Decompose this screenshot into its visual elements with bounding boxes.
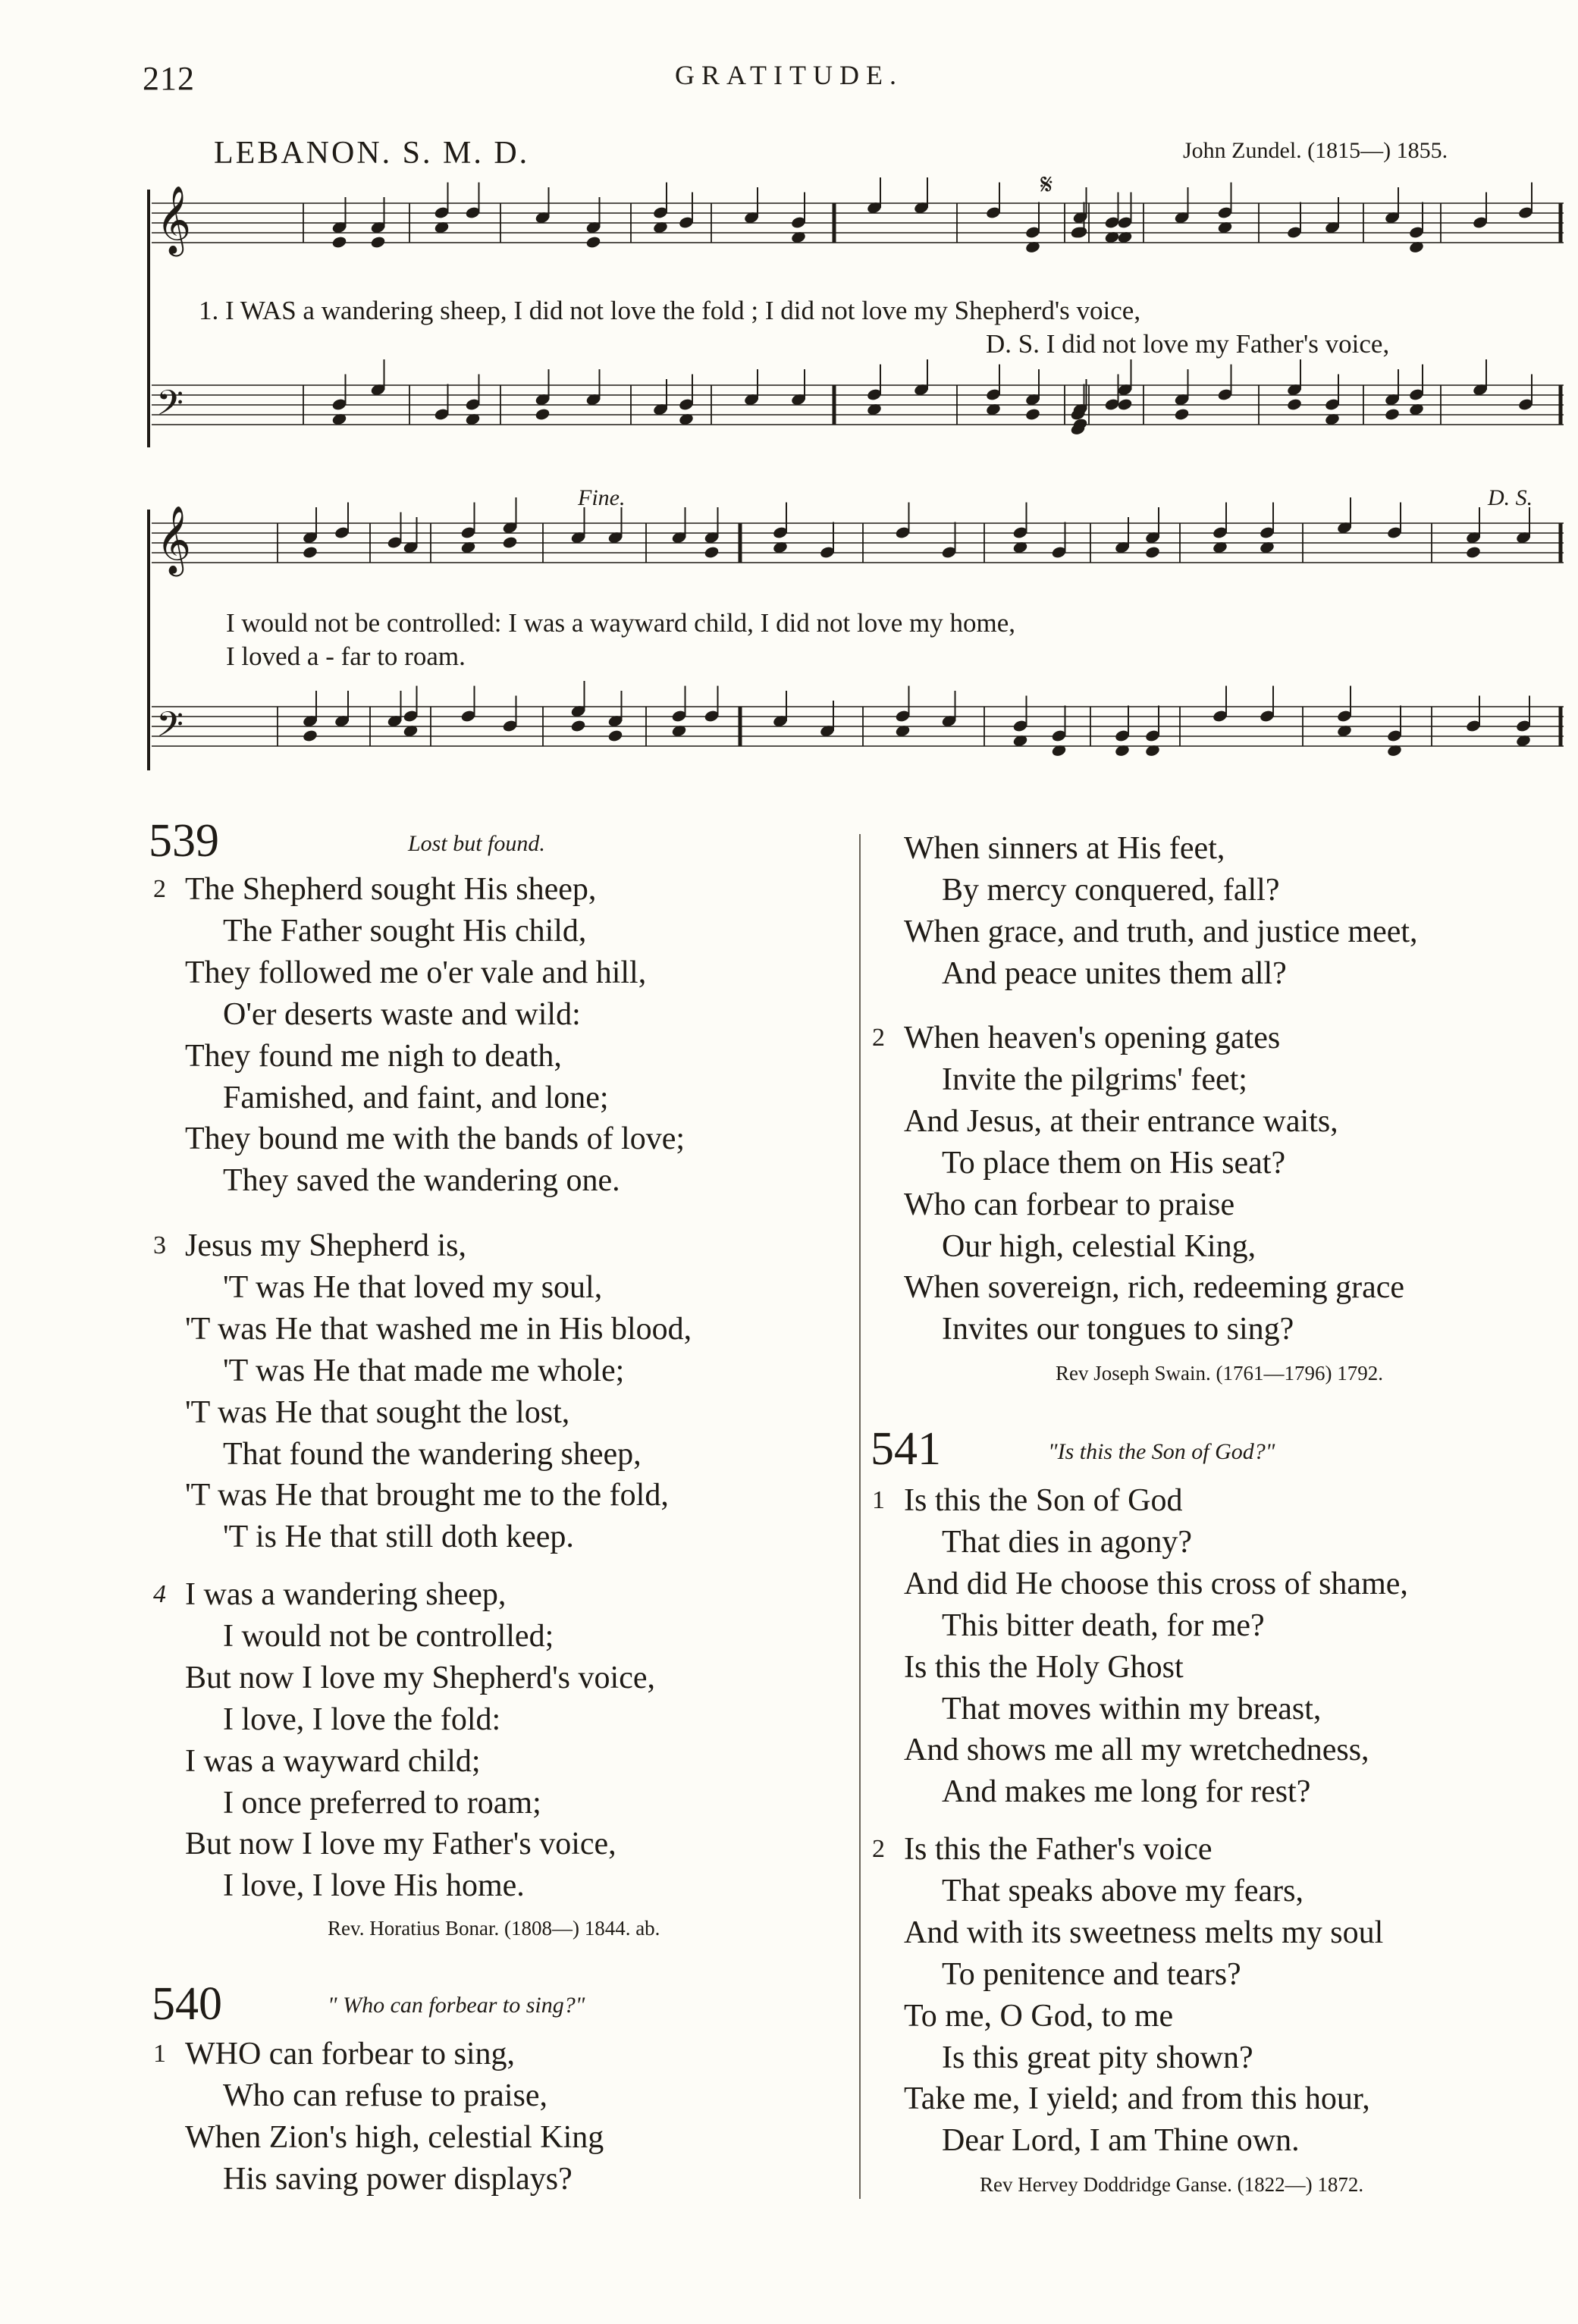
verse-line: Is this the Holy Ghost (904, 1649, 1184, 1685)
verse-line: But now I love my Shepherd's voice, (185, 1660, 655, 1695)
verse-line: That found the wandering sheep, (223, 1436, 642, 1472)
stanza-number: 1 (872, 1486, 885, 1514)
verse-line: Invite the pilgrims' feet; (942, 1062, 1247, 1097)
notehead (302, 545, 318, 559)
notehead (1174, 407, 1190, 421)
verse-line: The Shepherd sought His sheep, (185, 872, 597, 907)
hymn-539-attribution: Rev. Horatius Bonar. (1808—) 1844. ab. (328, 1917, 660, 1940)
notehead (302, 729, 318, 742)
verse-line: And Jesus, at their entrance waits, (904, 1103, 1338, 1139)
verse-line: They saved the wandering one. (223, 1163, 620, 1199)
verse-line: 'T was He that loved my soul, (223, 1269, 603, 1305)
verse-line: I once preferred to roam; (223, 1785, 541, 1821)
verse-line: They followed me o'er vale and hill, (185, 955, 647, 990)
hymn-539-subtitle: Lost but found. (408, 831, 545, 856)
hymn-540-stanza-1-part-a (153, 2034, 604, 2200)
verse-line: Is this great pity shown? (942, 2040, 1253, 2075)
lyric-line-1-ds: D. S. I did not love my Father's voice, (986, 329, 1390, 359)
notehead (1144, 545, 1160, 559)
verse-line: They found me nigh to death, (185, 1038, 562, 1074)
stanza-number: 3 (153, 1231, 166, 1259)
verse-line: I was a wandering sheep, (185, 1577, 507, 1612)
verse-line: I love, I love His home. (223, 1868, 525, 1904)
notehead (502, 535, 518, 549)
verse-line: By mercy conquered, fall? (942, 872, 1280, 908)
hymn-540-stanza-2 (872, 1018, 1405, 1350)
notehead (704, 545, 720, 559)
notehead (370, 235, 386, 249)
verse-line: I love, I love the fold: (223, 1701, 501, 1737)
ds-mark: D. S. (1488, 485, 1533, 510)
hymn-540-stanza-1-part-b (904, 828, 1418, 995)
treble-clef-icon: 𝄞 (156, 186, 192, 254)
notehead (1024, 407, 1040, 421)
verse-line: Is this the Father's voice (904, 1832, 1213, 1867)
stanza-number: 4 (153, 1580, 166, 1608)
hymn-539-number: 539 (149, 815, 219, 867)
verse-line: When sinners at His feet, (904, 831, 1225, 866)
verse-line: That dies in agony? (942, 1524, 1193, 1560)
verse-line: Take me, I yield; and from this hour, (904, 2081, 1370, 2117)
hymn-541-stanza-1 (872, 1480, 1408, 1813)
verse-line: O'er deserts waste and wild: (223, 996, 581, 1032)
verse-line: And shows me all my wretchedness, (904, 1733, 1369, 1768)
lyric-line-2: I would not be controlled: I was a wayward child, I did not love my home, (226, 608, 1016, 638)
composer-credit: John Zundel. (1815—) 1855. (1183, 138, 1448, 163)
verse-line: When sovereign, rich, redeeming grace (904, 1270, 1405, 1306)
verse-line: And makes me long for rest? (942, 1774, 1311, 1810)
music-score (0, 0, 1578, 804)
notehead (1465, 545, 1481, 559)
verse-line: I was a wayward child; (185, 1743, 481, 1779)
notehead (1286, 397, 1302, 411)
bass-clef-icon: 𝄢 (156, 704, 184, 754)
verse-line: That speaks above my fears, (942, 1873, 1303, 1908)
verse-line: 'T was He that made me whole; (223, 1353, 625, 1388)
verse-line: To place them on His seat? (942, 1145, 1286, 1181)
fine-mark: Fine. (578, 485, 626, 510)
verse-line: When Zion's high, celestial King (185, 2119, 604, 2155)
bass-clef-icon: 𝄢 (156, 383, 184, 432)
verse-line: When heaven's opening gates (904, 1021, 1281, 1055)
notehead (1117, 397, 1133, 411)
verse-line: Dear Lord, I am Thine own. (942, 2123, 1300, 2159)
hymn-539-stanza-4 (153, 1574, 655, 1907)
notehead (585, 235, 601, 249)
verse-line: His saving power displays? (223, 2161, 573, 2197)
verse-line: Jesus my Shepherd is, (185, 1228, 466, 1263)
tune-title: LEBANON. S. M. D. (214, 136, 530, 171)
hymn-539-stanza-3 (153, 1225, 692, 1558)
verse-line: But now I love my Father's voice, (185, 1827, 616, 1862)
verse-line: That moves within my breast, (942, 1691, 1322, 1727)
stanza-number: 2 (153, 875, 166, 903)
hymn-541-subtitle: "Is this the Son of God?" (1048, 1439, 1275, 1464)
verse-line: 'T was He that washed me in His blood, (185, 1311, 692, 1347)
segno-mark: 𝄋 (1040, 169, 1053, 201)
verse-line: This bitter death, for me? (942, 1607, 1265, 1643)
notehead (331, 235, 347, 249)
verse-line: Who can refuse to praise, (223, 2078, 547, 2113)
hymn-540-attribution: Rev Joseph Swain. (1761—1796) 1792. (1056, 1362, 1383, 1385)
notehead (607, 729, 623, 742)
verse-line: Who can forbear to praise (904, 1187, 1235, 1222)
hymn-541-number: 541 (871, 1423, 941, 1475)
notehead (570, 719, 586, 732)
notehead (1384, 407, 1400, 421)
verse-line: 'T was He that brought me to the fold, (185, 1478, 669, 1513)
verse-line: When grace, and truth, and justice meet, (904, 914, 1418, 949)
stanza-number: 2 (872, 1835, 885, 1863)
verse-line: To penitence and tears? (942, 1956, 1241, 1992)
notehead (535, 407, 551, 421)
hymn-541-stanza-2 (872, 1829, 1384, 2162)
hymn-541-attribution: Rev Hervey Doddridge Ganse. (1822—) 1872. (980, 2173, 1364, 2196)
verse-line: And with its sweetness melts my soul (904, 1915, 1384, 1950)
page-number: 212 (143, 60, 195, 97)
verse-line: 'T was He that sought the lost, (185, 1394, 570, 1430)
verse-line: 'T is He that still doth keep. (223, 1520, 574, 1555)
verse-line: Invites our tongues to sing? (942, 1312, 1294, 1347)
hymn-540-subtitle: " Who can forbear to sing?" (328, 1993, 585, 2018)
verse-line: Famished, and faint, and lone; (223, 1080, 609, 1115)
column-divider (859, 834, 861, 2199)
verse-line: WHO can forbear to sing, (185, 2037, 516, 2072)
lyric-line-3: I loved a - far to roam. (226, 641, 466, 671)
verse-line: They bound me with the bands of love; (185, 1121, 685, 1157)
hymn-540-number: 540 (152, 1978, 222, 2030)
verse-line: I would not be controlled; (223, 1618, 554, 1654)
stanza-number: 2 (872, 1024, 885, 1052)
running-title: GRATITUDE. (675, 60, 903, 90)
verse-line: The Father sought His child, (223, 913, 587, 949)
hymn-539-stanza-2 (153, 869, 685, 1202)
treble-clef-icon: 𝄞 (156, 506, 192, 574)
verse-line: And peace unites them all? (942, 955, 1287, 991)
verse-line: To me, O God, to me (904, 1998, 1174, 2034)
stanza-number: 1 (153, 2040, 166, 2068)
lyric-line-1: 1. I WAS a wandering sheep, I did not love the fold ; I did not love my Shepherd's voice, (199, 296, 1141, 325)
verse-line: Our high, celestial King, (942, 1228, 1256, 1264)
verse-line: Is this the Son of God (904, 1483, 1183, 1518)
verse-line: And did He choose this cross of shame, (904, 1566, 1408, 1601)
